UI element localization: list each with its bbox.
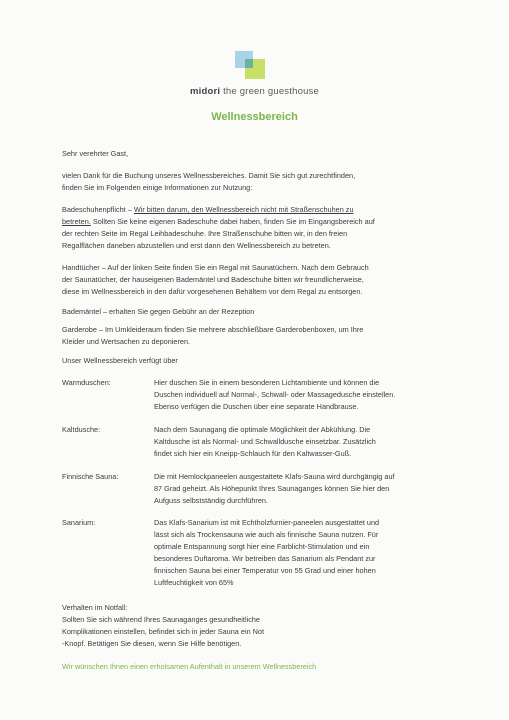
badeschuhe-underlined: Wir bitten darum, den Wellnessbereich nicht mit Straßenschuhen zu bbox=[133, 205, 354, 214]
facility-label: Kaltdusche: bbox=[62, 425, 101, 434]
facility-label: Sanarium: bbox=[62, 518, 96, 527]
facility-desc: Das Klafs-Sanarium ist mit Echtholzfurnier-paneelen ausgestattet und bbox=[154, 518, 380, 527]
brand-tagline: the green guesthouse bbox=[223, 86, 319, 97]
facility-desc: Kaltdusche ist als Normal- und Schwalldusche einsetzbar. Zusätzlich bbox=[154, 437, 376, 446]
greeting: Sehr verehrter Gast, bbox=[62, 149, 129, 158]
facility-desc: Die mit Hemlockpaneelen ausgestattete Klafs-Sauna wird durchgängig auf bbox=[154, 472, 395, 481]
facility-desc: findet sich hier ein Kneipp-Schlauch für den Kaltwasser-Guß. bbox=[154, 449, 352, 458]
facility-desc: finnischen Sauna bei einer Temperatur von 55 Grad und einer hohen bbox=[154, 566, 376, 575]
closing-line: Wir wünschen Ihnen einen erholsamen Aufenthalt in unserem Wellnessbereich bbox=[62, 662, 317, 671]
midori-logo-icon bbox=[235, 51, 265, 79]
garderobe-line: Garderobe – Im Umkleideraum finden Sie mehrere abschließbare Garderobenboxen, um Ihre bbox=[62, 325, 364, 334]
facilities-intro: Unser Wellnessbereich verfügt über bbox=[62, 356, 178, 365]
handtuecher-line: der Saunatücher, der hauseigenen Bademäntel und Badeschuhe bitten wir freundlicherweise, bbox=[62, 275, 364, 284]
facility-label: Warmduschen: bbox=[62, 378, 111, 387]
facility-desc: optimale Entspannung sorgt hier eine Farblicht-Stimulation und ein bbox=[154, 542, 370, 551]
badeschuhe-line bbox=[62, 204, 454, 216]
badeschuhe-underlined: betreten. bbox=[62, 217, 91, 226]
notfall-heading: Verhalten im Notfall: bbox=[62, 603, 128, 612]
intro-line: finden Sie im Folgenden einige Informationen zur Nutzung: bbox=[62, 183, 253, 192]
garderobe-line: Kleider und Wertsachen zu deponieren. bbox=[62, 337, 191, 346]
facility-desc: 87 Grad geheizt. Als Höhepunkt Ihres Saunaganges können Sie hier den bbox=[154, 484, 390, 493]
badeschuhe-heading: Badeschuhenpflicht – bbox=[62, 205, 134, 214]
bademaentel-line: Bademäntel – erhalten Sie gegen Gebühr an der Rezeption bbox=[62, 307, 255, 316]
handtuecher-line: diese im Wellnessbereich in den dafür vorgesehenen Behältern vor dem Regal zu entsorgen. bbox=[62, 287, 363, 296]
badeschuhe-text: Sollten Sie keine eigenen Badeschuhe dabei haben, finden Sie im Eingangsbereich auf bbox=[90, 217, 375, 226]
brand-name: midori bbox=[190, 86, 221, 97]
intro-line: vielen Dank für die Buchung unseres Wellnessbereiches. Damit Sie sich gut zurechtfinden, bbox=[62, 171, 356, 180]
facility-desc: Luftfeuchtigkeit von 65% bbox=[154, 578, 234, 587]
facility-desc: besonderes Duftaroma. Wir betreiben das Sanarium als Pendant zur bbox=[154, 554, 376, 563]
facility-desc: Ebenso verfügen die Duschen über eine separate Handbrause. bbox=[154, 402, 359, 411]
notfall-line: -Knopf. Betätigen Sie diesen, wenn Sie Hilfe benötigen. bbox=[62, 639, 242, 648]
facility-desc: Duschen individuell auf Normal-, Schwall- oder Massagedusche einstellen. bbox=[154, 390, 396, 399]
facility-desc: lässt sich als Trockensauna wie auch als finnische Sauna nutzen. Für bbox=[154, 530, 379, 539]
notfall-line: Sollten Sie sich während Ihres Saunaganges gesundheitliche bbox=[62, 615, 260, 624]
brand-line bbox=[0, 86, 509, 97]
page-title: Wellnessbereich bbox=[211, 111, 298, 123]
facility-desc: Aufguss selbstständig durchführen. bbox=[154, 496, 268, 505]
handtuecher-line: Handtücher – Auf der linken Seite finden Sie ein Regal mit Saunatüchern. Nach dem Gebrauch bbox=[62, 263, 369, 272]
badeschuhe-line: der rechten Seite im Regal Leihbadeschuhe. Ihre Straßenschuhe bitten wir, in den freien bbox=[62, 229, 348, 238]
badeschuhe-line bbox=[62, 216, 454, 228]
badeschuhe-line: Regalflächen daneben abzustellen und erst dann den Wellnessbereich zu betreten. bbox=[62, 241, 331, 250]
facility-desc: Nach dem Saunagang die optimale Möglichkeit der Abkühlung. Die bbox=[154, 425, 371, 434]
notfall-line: Komplikationen einstellen, befindet sich in jeder Sauna ein Not bbox=[62, 627, 265, 636]
logo-overlap-square bbox=[245, 59, 253, 68]
facility-label: Finnische Sauna: bbox=[62, 472, 119, 481]
facility-desc: Hier duschen Sie in einem besonderen Lichtambiente und können die bbox=[154, 378, 380, 387]
